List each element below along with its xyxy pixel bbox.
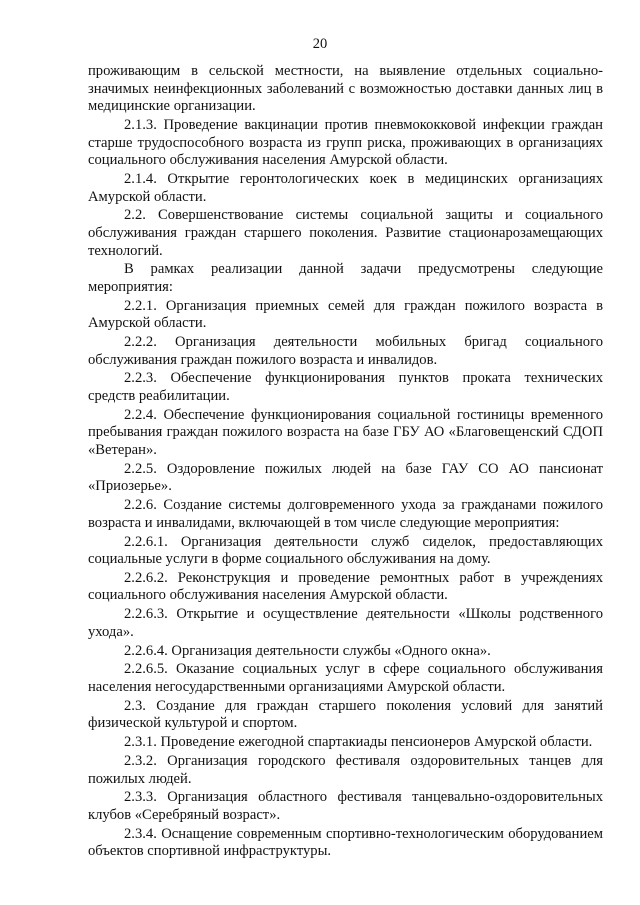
- paragraph-2-1-3: 2.1.3. Проведение вакцинации против пневмококковой инфекции граждан старше трудоспособного возраста из групп риска, проживающих в организациях социального обслуживания населения Амурской области.: [88, 116, 603, 169]
- paragraph-2-2: 2.2. Совершенствование системы социальной защиты и социального обслуживания граждан старшего поколения. Развитие стационарозамещающих технологий.: [88, 207, 603, 259]
- paragraph-2-3-4: 2.3.4. Оснащение современным спортивно-технологическим оборудованием объектов спортивной инфраструктуры.: [88, 825, 603, 860]
- paragraph-2-3-2: 2.3.2. Организация городского фестиваля оздоровительных танцев для пожилых людей.: [88, 752, 603, 787]
- paragraph-2-2-6-2: 2.2.6.2. Реконструкция и проведение ремонтных работ в учреждениях социального обслуживания населения Амурской области.: [88, 569, 603, 604]
- paragraph-2-2-6-5: 2.2.6.5. Оказание социальных услуг в сфере социального обслуживания населения негосударственными организациями Амурской области.: [88, 661, 603, 695]
- paragraph-2-2-5: 2.2.5. Оздоровление пожилых людей на базе ГАУ СО АО пансионат «Приозерье».: [88, 460, 603, 495]
- paragraph-2-2-6: 2.2.6. Создание системы долговременного ухода за гражданами пожилого возраста и инвалидами, включающей в том числе следующие мероприятия:: [88, 497, 603, 531]
- paragraph-2-2-6-4: 2.2.6.4. Организация деятельности службы «Одного окна».: [124, 642, 491, 659]
- paragraph-2-2-6-1: 2.2.6.1. Организация деятельности служб сиделок, предоставляющих социальные услуги в форме социального обслуживания на дому.: [88, 533, 603, 568]
- paragraph-2-3-1: 2.3.1. Проведение ежегодной спартакиады пенсионеров Амурской области.: [124, 734, 593, 751]
- paragraph-2-2-6-3: 2.2.6.3. Открытие и осуществление деятельности «Школы родственного ухода».: [88, 606, 603, 640]
- document-body: [88, 63, 603, 862]
- paragraph-intro-measures: В рамках реализации данной задачи предусмотрены следующие мероприятия:: [88, 261, 603, 295]
- paragraph-2-2-1: 2.2.1. Организация приемных семей для граждан пожилого возраста в Амурской области.: [88, 297, 603, 332]
- page-number: 20: [312, 36, 328, 52]
- paragraph-2-2-3: 2.2.3. Обеспечение функционирования пунктов проката технических средств реабилитации.: [88, 370, 603, 404]
- paragraph-2-3: 2.3. Создание для граждан старшего поколения условий для занятий физической культурой и спортом.: [88, 697, 603, 732]
- paragraph-2-2-4: 2.2.4. Обеспечение функционирования социальной гостиницы временного пребывания граждан пожилого возраста на базе ГБУ АО «Благовещенский СДОП «Ветеран».: [88, 406, 603, 458]
- paragraph-continuation: проживающим в сельской местности, на выявление отдельных социально-значимых неинфекционных заболеваний с возможностью доставки данных лиц в медицинские организации.: [88, 63, 603, 115]
- paragraph-2-3-3: 2.3.3. Организация областного фестиваля танцевально-оздоровительных клубов «Серебряный возраст».: [88, 789, 603, 823]
- paragraph-2-1-4: 2.1.4. Открытие геронтологических коек в медицинских организациях Амурской области.: [88, 170, 603, 205]
- paragraph-2-2-2: 2.2.2. Организация деятельности мобильных бригад социального обслуживания граждан пожилого возраста и инвалидов.: [88, 334, 603, 368]
